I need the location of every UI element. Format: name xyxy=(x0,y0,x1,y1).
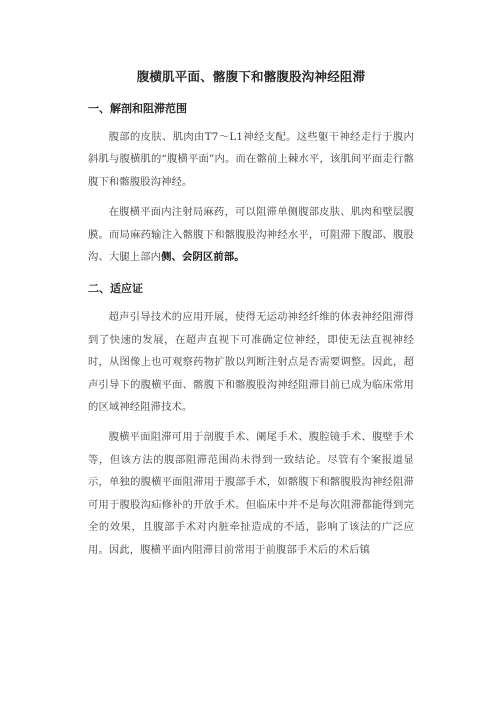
paragraph xyxy=(88,426,414,560)
section-heading: 二、适应证 xyxy=(88,282,143,296)
paragraph xyxy=(88,201,414,268)
paragraph-text: 超声引导技术的应用开展，使得无运动神经纤维的体表神经阻滞得到了快速的发展，在超声直视下可准确定位神经，即使无法直视神经时，从图像上也可观察药物扩散以判断注射点是否需要调整。因此，超声引导下的腹横平面、髂腹下和髂腹股沟神经阻滞目前已成为临床常用的区域神经阻滞技术。 xyxy=(88,311,414,414)
paragraph xyxy=(88,126,414,193)
document-title: 腹横肌平面、髂腹下和髂腹股沟神经阻滞 xyxy=(136,69,366,84)
paragraph xyxy=(88,306,414,418)
paragraph-text: 在腹横平面内注射局麻药，可以阻滞单侧腹部皮肤、肌肉和壁层腹膜。而局麻药输注入髂腹下和髂腹股沟神经水平，可阻滞下腹部、腹股沟、大腿上部内 xyxy=(88,206,414,264)
paragraph-text: 腹部的皮肤、肌肉由T7～L1神经支配。这些躯干神经走行于腹内斜肌与腹横肌的“腹横平面”内。而在髂前上棘水平，该肌间平面走行髂腹下和髂腹股沟神经。 xyxy=(88,131,414,188)
paragraph-text: 腹横平面阻滞可用于剖腹手术、阑尾手术、腹腔镜手术、腹壁手术等，但该方法的腹部阻滞范围尚未得到一致结论。尽管有个案报道显示，单独的腹横平面阻滞用于腹部手术，如髂腹下和髂腹股沟神经阻滞可用于腹股沟疝修补的开放手术。但临床中并不是每次阻滞都能得到完全的效果，且腹部手术对内脏牵扯造成的不适，影响了该法的广泛应用。因此，腹横平面内阻滞目前常用于前腹部手术后的术后镇 xyxy=(88,431,414,556)
section-heading: 一、解剖和阻滞范围 xyxy=(88,102,187,115)
section-anatomy xyxy=(88,100,414,268)
section-indications xyxy=(88,280,414,560)
bold-text: 侧、会阴区前部。 xyxy=(161,251,245,264)
